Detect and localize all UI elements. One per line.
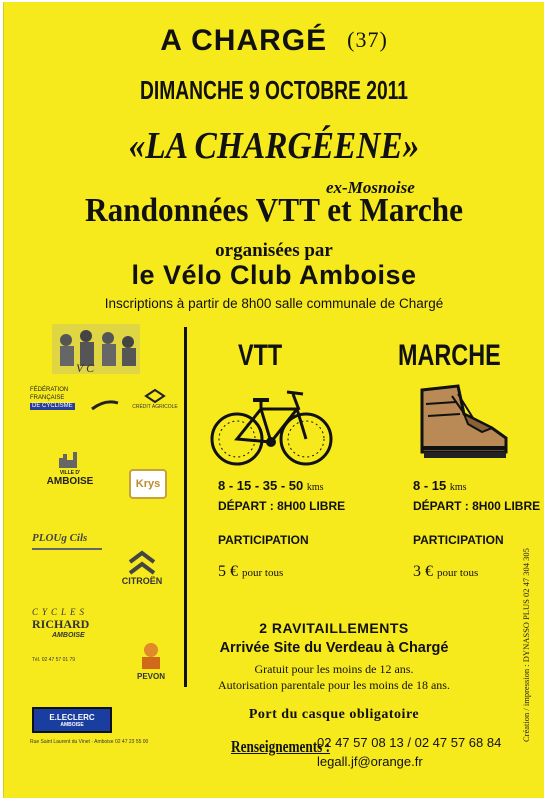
vtt-unit: kms	[306, 482, 324, 493]
ravitaillements: 2 RAVITAILLEMENTS	[259, 620, 409, 636]
contact-label: Renseignements :	[231, 737, 331, 756]
amboise-label: AMBOISE	[46, 475, 94, 487]
pevon-label: PEVON	[136, 672, 165, 681]
printer-credit: Création / impression : DYNASSO PLUS 02 47 304 305	[521, 548, 531, 742]
ffc-line2: FRANÇAISE	[30, 394, 65, 401]
marche-distance-values: 8 - 15	[413, 478, 447, 493]
credit-agricole-icon	[144, 388, 166, 404]
citroen-chevrons-icon	[127, 550, 157, 576]
vtt-departure: DÉPART : 8H00 LIBRE	[218, 499, 346, 513]
helmet-mandatory: Port du casque obligatoire	[248, 707, 420, 722]
citroen-logo	[109, 550, 175, 592]
marche-price-note: pour tous	[437, 567, 479, 579]
ffc-line1: FÉDÉRATION	[30, 387, 69, 393]
vtt-distance-values: 8 - 15 - 35 - 50	[218, 478, 304, 493]
marche-departure: DÉPART : 8H00 LIBRE	[413, 499, 541, 513]
vtt-price	[218, 563, 283, 581]
leclerc-sub: AMBOISE	[60, 721, 84, 728]
amboise-logo	[30, 442, 110, 492]
svg-text:V C: V C	[76, 361, 95, 375]
citroen-label: CITROËN	[121, 576, 163, 586]
richard-label: RICHARD	[32, 617, 90, 631]
event-subtitle: Randonnées VTT et Marche	[84, 192, 463, 229]
poster-town	[4, 24, 544, 58]
marche-title: MARCHE	[398, 339, 501, 372]
marche-distances	[413, 478, 467, 493]
department-number: (37)	[347, 27, 388, 52]
registration-info: Inscriptions à partir de 8h00 salle communale de Chargé	[104, 296, 444, 311]
hiking-boot-icon	[412, 382, 512, 462]
chateau-icon	[57, 448, 83, 470]
vc-amboise-logo	[46, 320, 146, 380]
parental-authorization: Autorisation parentale pour les moins de 18 ans.	[218, 678, 450, 692]
contact-email: legall.jf@orange.fr	[317, 754, 423, 769]
richard-tel: Tél. 02 47 57 01 79	[32, 657, 76, 663]
plou-label: PLOUg Cils	[32, 532, 88, 544]
organised-by: organisées par	[215, 240, 333, 261]
leclerc-logo	[32, 707, 112, 733]
leclerc-address: Rue Saint Laurent du Vinet · Amboise 02 47 23 55 00	[30, 739, 149, 745]
former-name: ex-Mosnoise	[326, 178, 415, 197]
marche-unit: kms	[449, 482, 467, 493]
contact-phones: 02 47 57 08 13 / 02 47 57 68 84	[317, 735, 502, 750]
vtt-price-value: 5 €	[218, 563, 238, 580]
event-name: «LA CHARGÉENE»	[128, 125, 420, 167]
free-under-12: Gratuit pour les moins de 12 ans.	[254, 662, 414, 676]
event-date: DIMANCHE 9 OCTOBRE 2011	[139, 75, 408, 105]
credit-agricole-label: CRÉDIT AGRICOLE	[132, 404, 178, 410]
richard-top: CYCLES	[32, 607, 89, 617]
marche-price	[413, 563, 478, 581]
arrival-site: Arrivée Site du Verdeau à Chargé	[219, 640, 449, 656]
vtt-price-note: pour tous	[242, 567, 284, 579]
ffc-line3: DE CYCLISME	[32, 402, 73, 409]
credit-agricole-logo	[129, 388, 181, 424]
ffc-logo	[30, 387, 116, 423]
amboise-small: VILLE D'	[59, 469, 81, 476]
event-poster	[3, 2, 544, 798]
marche-participation-label: PARTICIPATION	[413, 533, 504, 547]
krys-logo: Krys	[129, 469, 167, 499]
vtt-title: VTT	[238, 339, 283, 372]
cycles-richard-logo	[32, 607, 112, 677]
ffc-swoosh-icon	[90, 397, 120, 411]
vtt-distances	[218, 478, 324, 493]
richard-sub: AMBOISE	[52, 632, 85, 639]
leclerc-label: E.LECLERC	[49, 712, 95, 722]
club-name: le Vélo Club Amboise	[131, 260, 417, 290]
marche-price-value: 3 €	[413, 563, 433, 580]
cyclists-photo-icon	[46, 320, 146, 380]
plou-logo	[32, 532, 112, 568]
bike-icon	[209, 384, 334, 469]
town-name: A CHARGÉ	[160, 24, 328, 57]
vtt-participation-label: PARTICIPATION	[218, 533, 309, 547]
